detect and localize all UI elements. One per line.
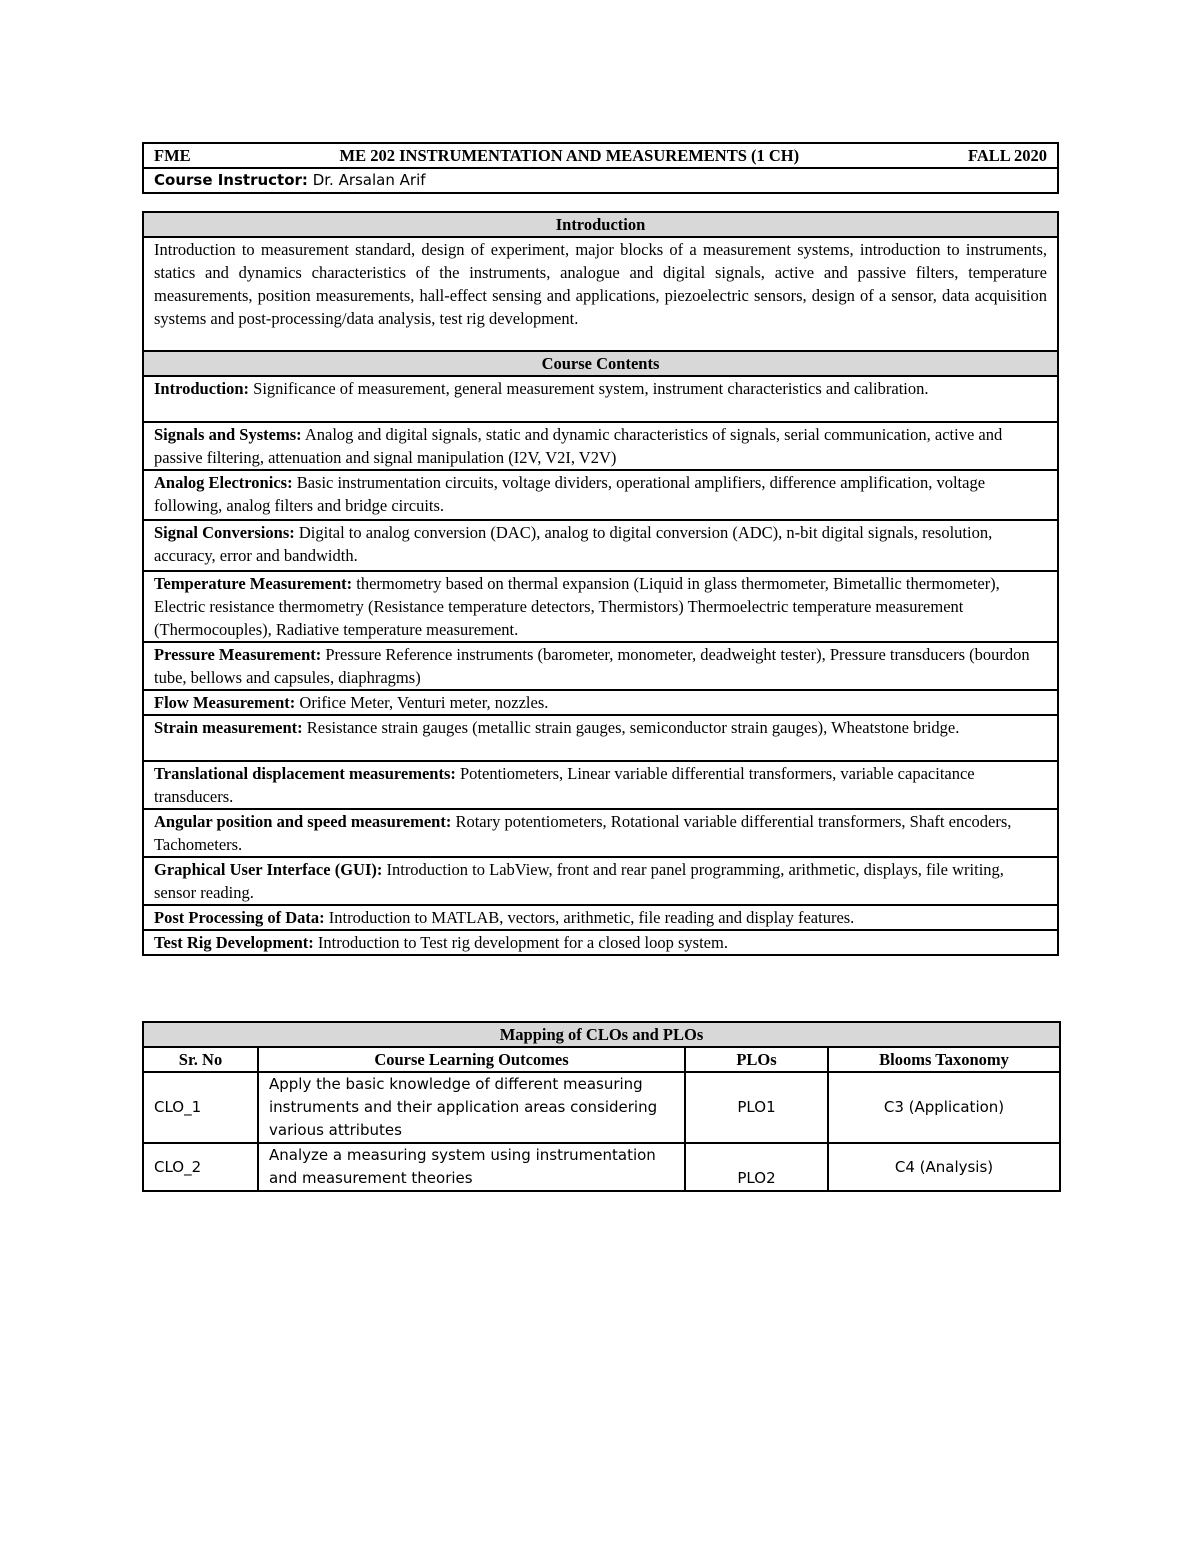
content-text: thermometry based on thermal expansion (Liquid in glass thermometer, Bimetallic thermometer), Electric resistance thermometry (Resistance temperature detectors, Thermistors) Thermoelectric temperature measurement (Thermocouples), Radiative temperature measurement. xyxy=(154,574,1000,639)
term-label: FALL 2020 xyxy=(968,146,1047,165)
content-topic: Signals and Systems: xyxy=(154,425,302,444)
clo-plo: PLO2 xyxy=(685,1143,828,1191)
clo-id: CLO_1 xyxy=(143,1072,258,1143)
table-row xyxy=(143,1072,1060,1143)
content-text: Pressure Reference instruments (barometer, monometer, deadweight tester), Pressure transducers (bourdon tube, bellows and capsules, diaphragms) xyxy=(154,645,1030,687)
content-item xyxy=(143,715,1058,761)
clo-blooms: C3 (Application) xyxy=(828,1072,1060,1143)
content-topic: Translational displacement measurements: xyxy=(154,764,456,783)
course-content-table xyxy=(142,211,1059,956)
content-text: Introduction to MATLAB, vectors, arithmetic, file reading and display features. xyxy=(324,908,855,927)
content-topic: Introduction: xyxy=(154,379,250,398)
content-item xyxy=(143,761,1058,809)
content-topic: Pressure Measurement: xyxy=(154,645,322,664)
introduction-text: Introduction to measurement standard, design of experiment, major blocks of a measurement systems, introduction to instruments, statics and dynamics characteristics of the instruments, analogue and digital signals, active and passive filters, temperature measurements, position measurements, hall-effect sensing and applications, piezoelectric sensors, design of a sensor, data acquisition systems and post-processing/data analysis, test rig development. xyxy=(143,237,1058,351)
clo-plo: PLO1 xyxy=(685,1072,828,1143)
content-text: Introduction to LabView, front and rear panel programming, arithmetic, displays, file writing, sensor reading. xyxy=(154,860,1004,902)
column-header-outcomes: Course Learning Outcomes xyxy=(258,1047,685,1072)
content-text: Digital to analog conversion (DAC), analog to digital conversion (ADC), n-bit digital signals, resolution, accuracy, error and bandwidth. xyxy=(154,523,993,565)
content-text: Resistance strain gauges (metallic strain gauges, semiconductor strain gauges), Wheatstone bridge. xyxy=(302,718,960,737)
content-text: Basic instrumentation circuits, voltage dividers, operational amplifiers, difference amplification, voltage following, analog filters and bridge circuits. xyxy=(154,473,986,515)
content-topic: Graphical User Interface (GUI): xyxy=(154,860,383,879)
column-header-blooms: Blooms Taxonomy xyxy=(828,1047,1060,1072)
content-text: Potentiometers, Linear variable differential transformers, variable capacitance transducers. xyxy=(154,764,975,806)
content-topic: Signal Conversions: xyxy=(154,523,295,542)
course-header-row xyxy=(143,143,1058,168)
content-text: Orifice Meter, Venturi meter, nozzles. xyxy=(295,693,549,712)
content-item xyxy=(143,857,1058,905)
content-item xyxy=(143,642,1058,690)
content-item xyxy=(143,905,1058,930)
content-text: Significance of measurement, general measurement system, instrument characteristics and calibration. xyxy=(249,379,929,398)
content-text: Introduction to Test rig development for a closed loop system. xyxy=(313,933,728,952)
content-text: Analog and digital signals, static and dynamic characteristics of signals, serial communication, active and passive filtering, attenuation and signal manipulation (I2V, V2I, V2V) xyxy=(154,425,1003,467)
instructor-name: Dr. Arsalan Arif xyxy=(307,171,426,189)
instructor-label: Course Instructor: xyxy=(154,171,308,189)
clo-blooms: C4 (Analysis) xyxy=(828,1143,1060,1191)
course-contents-heading: Course Contents xyxy=(143,351,1058,376)
column-header-plos: PLOs xyxy=(685,1047,828,1072)
content-item xyxy=(143,520,1058,571)
content-item xyxy=(143,809,1058,857)
clo-plo-mapping-table xyxy=(142,1021,1061,1192)
course-title: ME 202 INSTRUMENTATION AND MEASUREMENTS (1 CH) xyxy=(339,146,800,165)
content-topic: Flow Measurement: xyxy=(154,693,296,712)
content-topic: Test Rig Development: xyxy=(154,933,314,952)
clo-outcome: Analyze a measuring system using instrumentation and measurement theories xyxy=(258,1143,685,1191)
content-item xyxy=(143,930,1058,955)
clo-id: CLO_2 xyxy=(143,1143,258,1191)
content-item xyxy=(143,422,1058,470)
content-topic: Temperature Measurement: xyxy=(154,574,353,593)
content-topic: Strain measurement: xyxy=(154,718,303,737)
column-header-sr-no: Sr. No xyxy=(143,1047,258,1072)
content-item xyxy=(143,470,1058,520)
content-topic: Angular position and speed measurement: xyxy=(154,812,452,831)
content-item xyxy=(143,571,1058,642)
content-topic: Post Processing of Data: xyxy=(154,908,325,927)
mapping-column-headers xyxy=(143,1047,1060,1072)
mapping-heading: Mapping of CLOs and PLOs xyxy=(143,1022,1060,1047)
content-text: Rotary potentiometers, Rotational variable differential transformers, Shaft encoders, Tachometers. xyxy=(154,812,1012,854)
clo-outcome: Apply the basic knowledge of different measuring instruments and their application areas considering various attributes xyxy=(258,1072,685,1143)
introduction-heading: Introduction xyxy=(143,212,1058,237)
table-row xyxy=(143,1143,1060,1191)
content-item xyxy=(143,376,1058,422)
course-header-table xyxy=(142,142,1059,194)
content-item xyxy=(143,690,1058,715)
instructor-row xyxy=(143,168,1058,193)
department-code: FME xyxy=(154,146,191,165)
content-topic: Analog Electronics: xyxy=(154,473,293,492)
